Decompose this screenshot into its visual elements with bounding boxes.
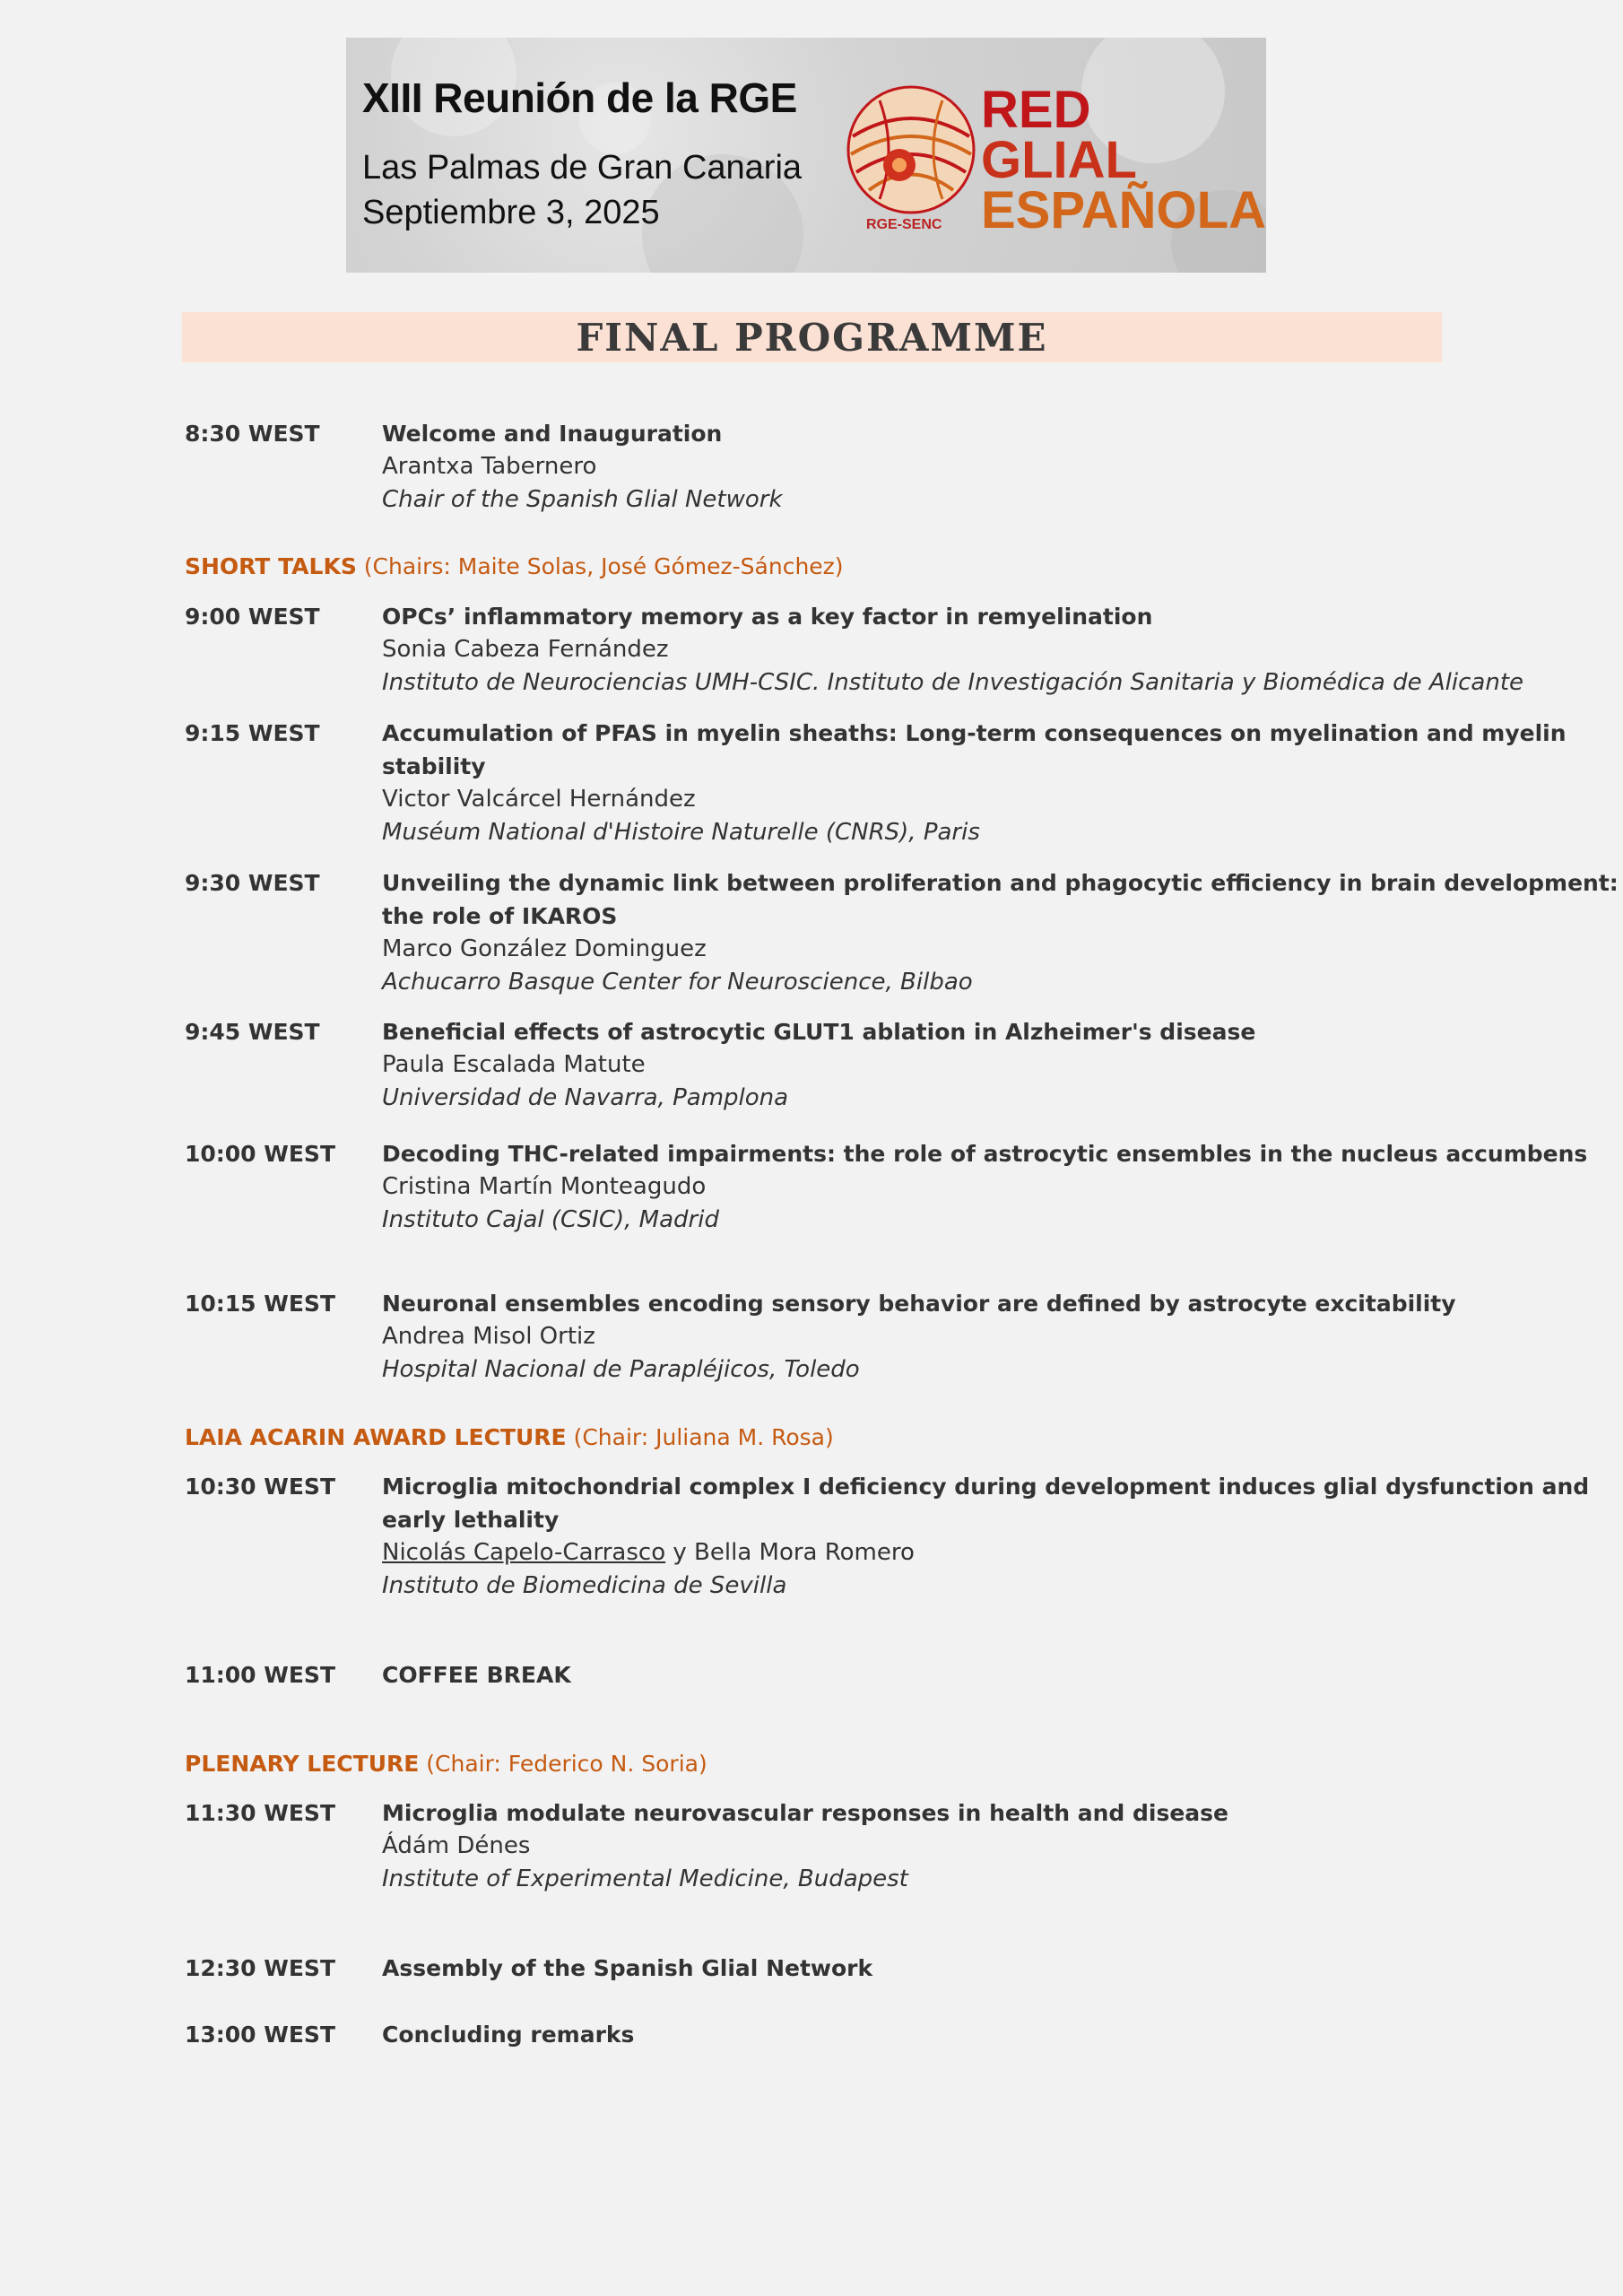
entry-affiliation: Universidad de Navarra, Pamplona — [382, 1084, 789, 1111]
entry-affiliation: Hospital Nacional de Parapléjicos, Toledo — [382, 1356, 860, 1383]
section-chairs: (Chair: Juliana M. Rosa) — [566, 1424, 834, 1450]
entry-title: OPCs’ inflammatory memory as a key factor in remyelination — [382, 604, 1153, 630]
section-chairs: (Chair: Federico N. Soria) — [419, 1751, 707, 1777]
entry-speaker: Cristina Martín Monteagudo — [382, 1173, 707, 1200]
entry-speaker: Marco González Dominguez — [382, 935, 707, 962]
logo-subtitle: RGE-SENC — [866, 217, 942, 232]
entry-body — [382, 1287, 1623, 1387]
entry-time: 13:00 WEST — [185, 2022, 335, 2048]
co-speaker: y Bella Mora Romero — [665, 1539, 915, 1566]
entry-speaker: Andrea Misol Ortiz — [382, 1323, 595, 1350]
entry-time: 11:30 WEST — [185, 1800, 335, 1826]
entry-time: 10:15 WEST — [185, 1291, 335, 1317]
entry-affiliation: Institute of Experimental Medicine, Budapest — [382, 1866, 908, 1892]
entry-speaker: Sonia Cabeza Fernández — [382, 636, 669, 663]
entry-body — [382, 1015, 1623, 1115]
entry-body — [382, 1658, 1623, 1692]
entry-affiliation: Achucarro Basque Center for Neuroscience, Bilbao — [382, 969, 973, 996]
globe-logo-icon — [844, 83, 978, 217]
section-heading-short-talks — [185, 550, 844, 583]
banner-title: XIII Reunión de la RGE — [362, 74, 797, 121]
logo-word-glial: GLIAL — [981, 131, 1137, 189]
entry-title: COFFEE BREAK — [382, 1662, 571, 1688]
page-title: FINAL PROGRAMME — [576, 315, 1048, 360]
header-banner — [346, 38, 1266, 273]
entry-speaker: Paula Escalada Matute — [382, 1051, 646, 1078]
logo-word-red: RED — [981, 81, 1091, 139]
presenting-speaker: Nicolás Capelo-Carrasco — [382, 1539, 666, 1566]
section-heading-award — [185, 1421, 834, 1454]
entry-title: Microglia modulate neurovascular responses in health and disease — [382, 1800, 1228, 1826]
section-chairs: (Chairs: Maite Solas, José Gómez-Sánchez) — [356, 553, 844, 579]
entry-time: 12:30 WEST — [185, 1955, 335, 1981]
section-label: PLENARY LECTURE — [185, 1751, 420, 1777]
logo-word-espanola: ESPAÑOLA — [981, 181, 1266, 239]
entry-speaker: Victor Valcárcel Hernández — [382, 786, 696, 813]
entry-title: Concluding remarks — [382, 2022, 635, 2048]
entry-body — [382, 2018, 1623, 2051]
entry-time: 9:15 WEST — [185, 720, 320, 746]
entry-time: 11:00 WEST — [185, 1662, 335, 1688]
entry-affiliation: Chair of the Spanish Glial Network — [382, 486, 783, 513]
entry-body — [382, 417, 1623, 517]
entry-body — [382, 866, 1623, 999]
entry-title: Neuronal ensembles encoding sensory behavior are defined by astrocyte excitability — [382, 1291, 1456, 1317]
entry-speaker: Arantxa Tabernero — [382, 453, 597, 480]
entry-body — [382, 717, 1623, 849]
entry-time: 9:30 WEST — [185, 870, 320, 896]
entry-time: 9:00 WEST — [185, 604, 320, 630]
entry-affiliation: Instituto de Neurociencias UMH-CSIC. Instituto de Investigación Sanitaria y Biomédica de Alicante — [382, 669, 1524, 696]
section-label: LAIA ACARIN AWARD LECTURE — [185, 1424, 567, 1450]
entry-body — [382, 1470, 1623, 1603]
banner-date: Septiembre 3, 2025 — [362, 194, 660, 231]
entry-title: Welcome and Inauguration — [382, 421, 723, 447]
banner-location: Las Palmas de Gran Canaria — [362, 149, 803, 187]
section-label: SHORT TALKS — [185, 553, 357, 579]
entry-title: Assembly of the Spanish Glial Network — [382, 1955, 873, 1981]
entry-time: 10:30 WEST — [185, 1474, 335, 1500]
section-heading-plenary — [185, 1747, 707, 1780]
entry-speaker — [382, 1536, 1623, 1570]
entry-body — [382, 1796, 1623, 1896]
entry-time: 8:30 WEST — [185, 421, 320, 447]
entry-body — [382, 1137, 1623, 1237]
entry-title: Beneficial effects of astrocytic GLUT1 ablation in Alzheimer's disease — [382, 1019, 1256, 1045]
entry-time: 9:45 WEST — [185, 1019, 320, 1045]
entry-affiliation: Instituto Cajal (CSIC), Madrid — [382, 1206, 719, 1233]
entry-title: Decoding THC-related impairments: the role of astrocytic ensembles in the nucleus accumbens — [382, 1141, 1588, 1167]
entry-title: Microglia mitochondrial complex I deficiency during development induces glial dysfunction and early lethality — [382, 1474, 1590, 1533]
title-bar — [182, 312, 1442, 362]
entry-time: 10:00 WEST — [185, 1141, 335, 1167]
entry-affiliation: Instituto de Biomedicina de Sevilla — [382, 1572, 787, 1599]
entry-body — [382, 1952, 1623, 1985]
entry-speaker: Ádám Dénes — [382, 1832, 531, 1859]
entry-body — [382, 600, 1623, 700]
entry-title: Unveiling the dynamic link between proliferation and phagocytic efficiency in brain development: the role of IKAROS — [382, 870, 1619, 929]
entry-title: Accumulation of PFAS in myelin sheaths: Long-term consequences on myelination and myelin stability — [382, 720, 1567, 779]
entry-affiliation: Muséum National d'Histoire Naturelle (CNRS), Paris — [382, 819, 980, 846]
